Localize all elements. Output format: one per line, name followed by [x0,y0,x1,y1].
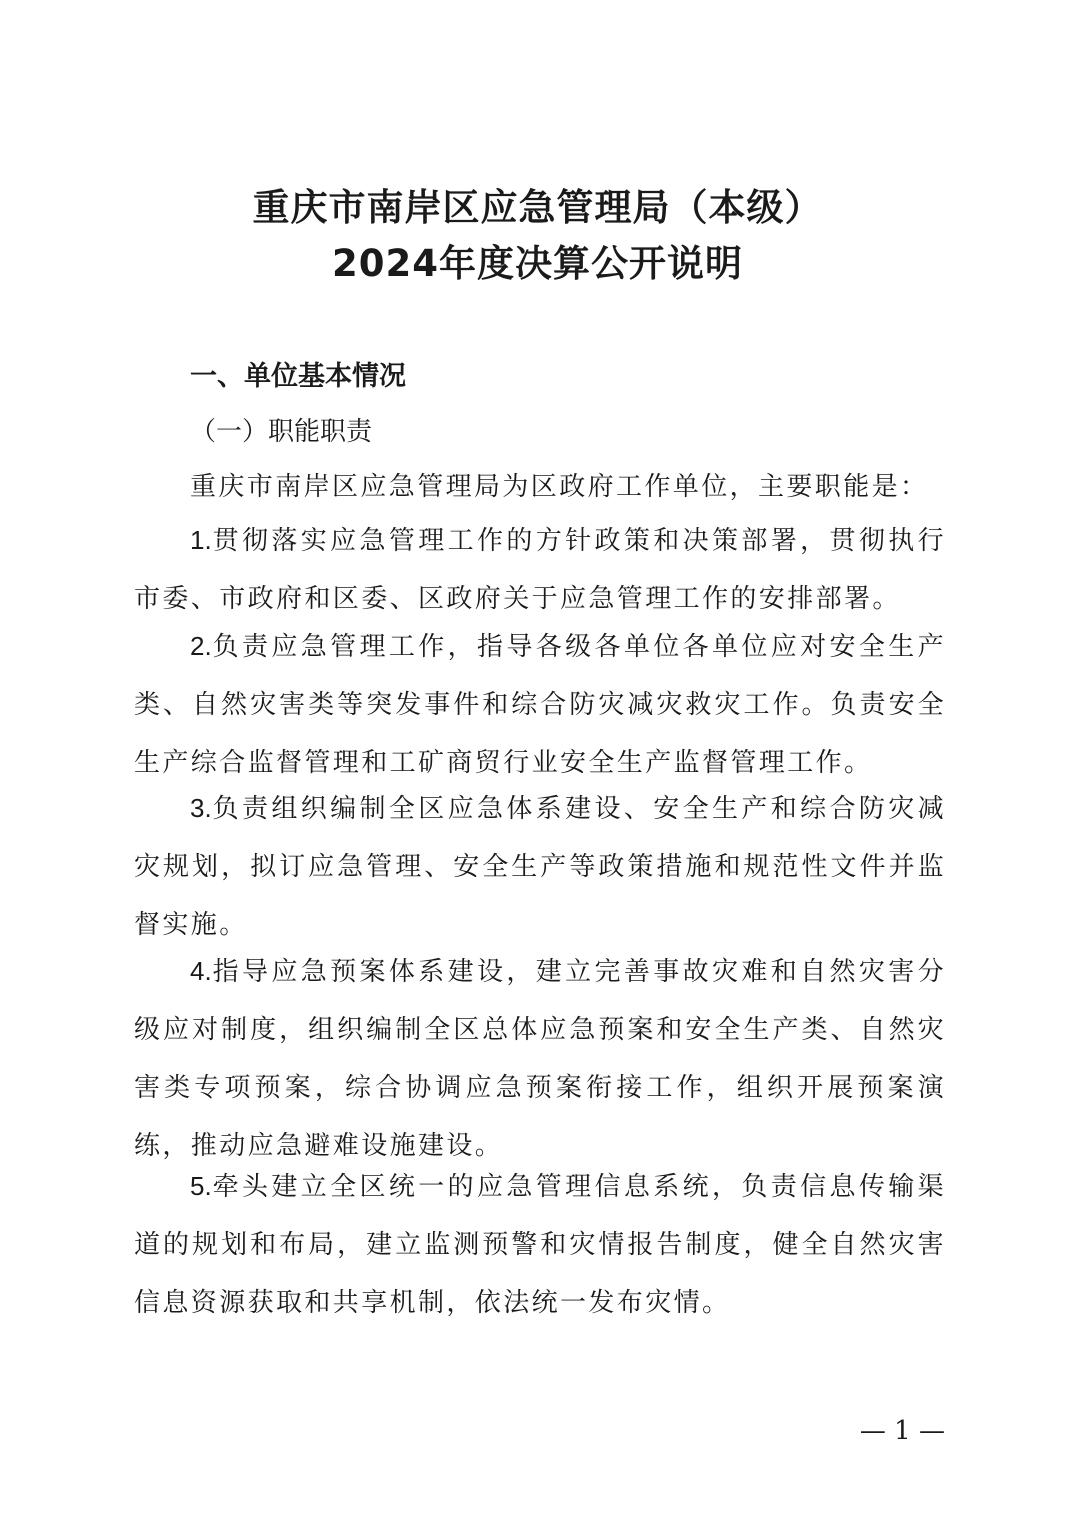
document-title-line2: 2024年度决算公开说明 [332,242,743,285]
duty-item-3 [134,779,946,954]
intro-paragraph [134,458,946,516]
intro-text: 重庆市南岸区应急管理局为区政府工作单位，主要职能是： [190,472,929,502]
duty-item-text: 负责应急管理工作，指导各级各单位各单位应对安全生产类、自然灾害类等突发事件和综合防灾减灾救灾工作。负责安全生产综合监督管理和工矿商贸行业安全生产监督管理工作。 [134,632,946,778]
duty-item-5 [134,1157,946,1332]
subsection-heading: （一）职能职责 [190,417,373,447]
duty-item-2 [134,617,946,792]
duty-item-4 [134,942,946,1175]
section-heading: 一、单位基本情况 [190,361,406,392]
duty-item-number: 3. [190,793,212,823]
duty-item-number: 4. [190,956,212,986]
duty-item-1 [134,511,946,628]
duty-item-text: 贯彻落实应急管理工作的方针政策和决策部署，贯彻执行市委、市政府和区委、区政府关于应急管理工作的安排部署。 [134,526,946,614]
document-title-line1: 重庆市南岸区应急管理局（本级） [252,186,823,229]
duty-item-text: 牵头建立全区统一的应急管理信息系统，负责信息传输渠道的规划和布局，建立监测预警和灾情报告制度，健全自然灾害信息资源获取和共享机制，依法统一发布灾情。 [134,1172,946,1318]
duty-item-number: 5. [190,1171,212,1201]
duty-item-number: 1. [190,525,212,555]
duty-item-number: 2. [190,631,212,661]
duty-item-text: 指导应急预案体系建设，建立完善事故灾难和自然灾害分级应对制度，组织编制全区总体应急预案和安全生产类、自然灾害类专项预案，综合协调应急预案衔接工作，组织开展预案演练，推动应急避难设施建设。 [134,957,946,1161]
page-number: — 1 — [859,1416,945,1446]
duty-item-text: 负责组织编制全区应急体系建设、安全生产和综合防灾减灾规划，拟订应急管理、安全生产等政策措施和规范性文件并监督实施。 [134,794,946,940]
